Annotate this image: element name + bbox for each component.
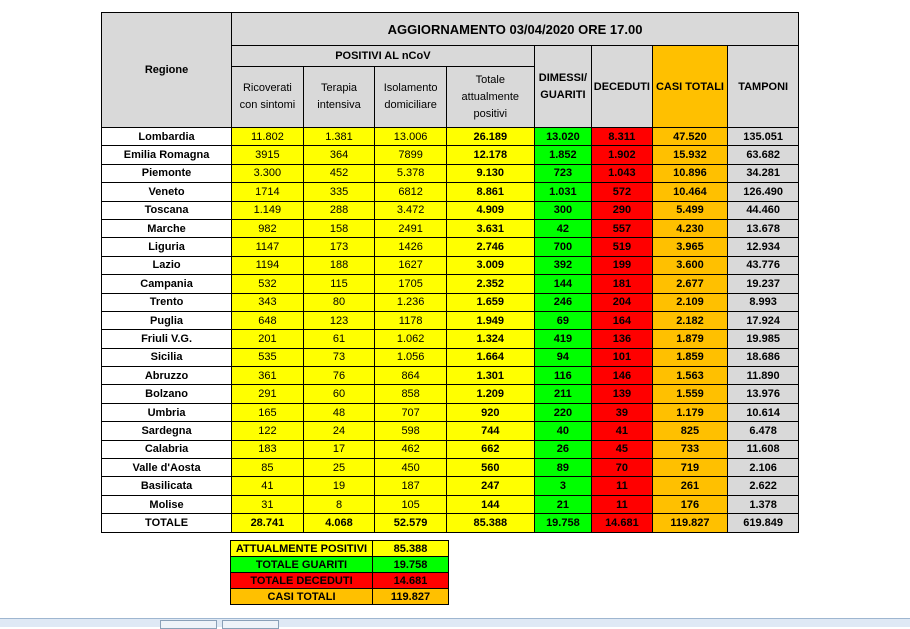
- table-row: [102, 219, 799, 237]
- dimessi-value: 42: [534, 219, 591, 237]
- totale-positivi-value: 3.631: [446, 219, 534, 237]
- casi-totali-value: 176: [652, 495, 728, 513]
- totale-positivi-value: 3.009: [446, 256, 534, 274]
- totale-positivi-value: 26.189: [446, 128, 534, 146]
- summary-row: [231, 573, 449, 589]
- deceduti-value: 11: [592, 477, 653, 495]
- ricoverati-value: 165: [232, 403, 304, 421]
- dimessi-value: 211: [534, 385, 591, 403]
- ricoverati-value: 1147: [232, 238, 304, 256]
- region-name: Veneto: [102, 183, 232, 201]
- tamponi-value: 126.490: [728, 183, 799, 201]
- summary-label: TOTALE DECEDUTI: [231, 573, 373, 589]
- tamponi-value: 18.686: [728, 348, 799, 366]
- casi-totali-value: 2.182: [652, 311, 728, 329]
- deceduti-value: 290: [592, 201, 653, 219]
- table-row: [102, 385, 799, 403]
- total-casi-totali-value: 119.827: [652, 514, 728, 533]
- ricoverati-value: 648: [232, 311, 304, 329]
- isolamento-value: 707: [375, 403, 447, 421]
- summary-row: [231, 557, 449, 573]
- casi-totali-value: 1.179: [652, 403, 728, 421]
- summary-row: [231, 541, 449, 557]
- ricoverati-value: 122: [232, 422, 304, 440]
- isolamento-value: 1426: [375, 238, 447, 256]
- totale-positivi-value: 1.324: [446, 330, 534, 348]
- total-terapia-value: 4.068: [303, 514, 375, 533]
- deceduti-value: 139: [592, 385, 653, 403]
- deceduti-value: 199: [592, 256, 653, 274]
- header-isolamento: Isolamento domiciliare: [375, 67, 447, 128]
- table-row: [102, 293, 799, 311]
- region-name: Emilia Romagna: [102, 146, 232, 164]
- isolamento-value: 462: [375, 440, 447, 458]
- tamponi-value: 43.776: [728, 256, 799, 274]
- tamponi-value: 34.281: [728, 164, 799, 182]
- region-name: Valle d'Aosta: [102, 459, 232, 477]
- region-name: Umbria: [102, 403, 232, 421]
- dimessi-value: 69: [534, 311, 591, 329]
- ricoverati-value: 3915: [232, 146, 304, 164]
- region-name: Toscana: [102, 201, 232, 219]
- total-deceduti-value: 14.681: [592, 514, 653, 533]
- table-row: [102, 183, 799, 201]
- tamponi-value: 44.460: [728, 201, 799, 219]
- casi-totali-value: 47.520: [652, 128, 728, 146]
- ricoverati-value: 31: [232, 495, 304, 513]
- terapia-value: 48: [303, 403, 375, 421]
- dimessi-value: 220: [534, 403, 591, 421]
- totale-positivi-value: 2.746: [446, 238, 534, 256]
- isolamento-value: 1178: [375, 311, 447, 329]
- tamponi-value: 11.608: [728, 440, 799, 458]
- deceduti-value: 39: [592, 403, 653, 421]
- summary-label: TOTALE GUARITI: [231, 557, 373, 573]
- deceduti-value: 519: [592, 238, 653, 256]
- total-totale-positivi-value: 85.388: [446, 514, 534, 533]
- header-dimessi: DIMESSI/ GUARITI: [534, 46, 591, 128]
- dimessi-value: 723: [534, 164, 591, 182]
- table-row: [102, 495, 799, 513]
- deceduti-value: 572: [592, 183, 653, 201]
- ricoverati-value: 361: [232, 367, 304, 385]
- totale-positivi-value: 1.301: [446, 367, 534, 385]
- dimessi-value: 1.031: [534, 183, 591, 201]
- dimessi-value: 40: [534, 422, 591, 440]
- isolamento-value: 6812: [375, 183, 447, 201]
- terapia-value: 452: [303, 164, 375, 182]
- casi-totali-value: 10.896: [652, 164, 728, 182]
- table-row: [102, 238, 799, 256]
- terapia-value: 60: [303, 385, 375, 403]
- terapia-value: 288: [303, 201, 375, 219]
- totale-positivi-value: 4.909: [446, 201, 534, 219]
- totale-positivi-value: 1.949: [446, 311, 534, 329]
- isolamento-value: 1.062: [375, 330, 447, 348]
- covid-regional-table: [101, 12, 799, 533]
- terapia-value: 123: [303, 311, 375, 329]
- total-region-name: TOTALE: [102, 514, 232, 533]
- deceduti-value: 557: [592, 219, 653, 237]
- header-ricoverati: Ricoverati con sintomi: [232, 67, 304, 128]
- deceduti-value: 204: [592, 293, 653, 311]
- terapia-value: 17: [303, 440, 375, 458]
- dimessi-value: 1.852: [534, 146, 591, 164]
- summary-label: ATTUALMENTE POSITIVI: [231, 541, 373, 557]
- dimessi-value: 94: [534, 348, 591, 366]
- tamponi-value: 17.924: [728, 311, 799, 329]
- casi-totali-value: 3.600: [652, 256, 728, 274]
- isolamento-value: 598: [375, 422, 447, 440]
- casi-totali-value: 261: [652, 477, 728, 495]
- dimessi-value: 116: [534, 367, 591, 385]
- region-name: Friuli V.G.: [102, 330, 232, 348]
- summary-label: CASI TOTALI: [231, 589, 373, 605]
- tamponi-value: 135.051: [728, 128, 799, 146]
- ricoverati-value: 1194: [232, 256, 304, 274]
- deceduti-value: 136: [592, 330, 653, 348]
- tamponi-value: 19.237: [728, 275, 799, 293]
- region-name: Calabria: [102, 440, 232, 458]
- dimessi-value: 144: [534, 275, 591, 293]
- casi-totali-value: 10.464: [652, 183, 728, 201]
- deceduti-value: 164: [592, 311, 653, 329]
- taskbar-button[interactable]: [160, 620, 217, 629]
- table-row: [102, 146, 799, 164]
- totale-positivi-value: 1.664: [446, 348, 534, 366]
- total-isolamento-value: 52.579: [375, 514, 447, 533]
- tamponi-value: 13.678: [728, 219, 799, 237]
- taskbar-button[interactable]: [222, 620, 279, 629]
- header-deceduti: DECEDUTI: [592, 46, 653, 128]
- deceduti-value: 146: [592, 367, 653, 385]
- dimessi-value: 419: [534, 330, 591, 348]
- terapia-value: 73: [303, 348, 375, 366]
- isolamento-value: 450: [375, 459, 447, 477]
- header-positivi-group: POSITIVI AL nCoV: [232, 46, 535, 67]
- totale-positivi-value: 2.352: [446, 275, 534, 293]
- casi-totali-value: 2.109: [652, 293, 728, 311]
- deceduti-value: 1.902: [592, 146, 653, 164]
- table-row: [102, 128, 799, 146]
- terapia-value: 61: [303, 330, 375, 348]
- summary-value: 85.388: [373, 541, 449, 557]
- region-name: Lombardia: [102, 128, 232, 146]
- deceduti-value: 11: [592, 495, 653, 513]
- total-dimessi-value: 19.758: [534, 514, 591, 533]
- isolamento-value: 1.236: [375, 293, 447, 311]
- tamponi-value: 63.682: [728, 146, 799, 164]
- header-tamponi: TAMPONI: [728, 46, 799, 128]
- deceduti-value: 45: [592, 440, 653, 458]
- tamponi-value: 19.985: [728, 330, 799, 348]
- region-name: Piemonte: [102, 164, 232, 182]
- tamponi-value: 12.934: [728, 238, 799, 256]
- table-row: [102, 440, 799, 458]
- ricoverati-value: 532: [232, 275, 304, 293]
- region-name: Sicilia: [102, 348, 232, 366]
- totale-positivi-value: 144: [446, 495, 534, 513]
- casi-totali-value: 15.932: [652, 146, 728, 164]
- terapia-value: 158: [303, 219, 375, 237]
- table-row: [102, 348, 799, 366]
- tamponi-value: 8.993: [728, 293, 799, 311]
- casi-totali-value: 825: [652, 422, 728, 440]
- totale-positivi-value: 9.130: [446, 164, 534, 182]
- isolamento-value: 13.006: [375, 128, 447, 146]
- page-title: AGGIORNAMENTO 03/04/2020 ORE 17.00: [232, 13, 799, 46]
- isolamento-value: 7899: [375, 146, 447, 164]
- total-ricoverati-value: 28.741: [232, 514, 304, 533]
- casi-totali-value: 4.230: [652, 219, 728, 237]
- table-row: [102, 201, 799, 219]
- table-row: [102, 256, 799, 274]
- ricoverati-value: 11.802: [232, 128, 304, 146]
- casi-totali-value: 3.965: [652, 238, 728, 256]
- isolamento-value: 1.056: [375, 348, 447, 366]
- header-regione: Regione: [102, 13, 232, 128]
- ricoverati-value: 535: [232, 348, 304, 366]
- terapia-value: 1.381: [303, 128, 375, 146]
- region-name: Puglia: [102, 311, 232, 329]
- totale-positivi-value: 247: [446, 477, 534, 495]
- header-totale-positivi: Totale attualmente positivi: [446, 67, 534, 128]
- tamponi-value: 2.622: [728, 477, 799, 495]
- terapia-value: 364: [303, 146, 375, 164]
- dimessi-value: 392: [534, 256, 591, 274]
- terapia-value: 173: [303, 238, 375, 256]
- isolamento-value: 858: [375, 385, 447, 403]
- deceduti-value: 101: [592, 348, 653, 366]
- casi-totali-value: 1.879: [652, 330, 728, 348]
- ricoverati-value: 183: [232, 440, 304, 458]
- dimessi-value: 246: [534, 293, 591, 311]
- table-row: [102, 403, 799, 421]
- terapia-value: 115: [303, 275, 375, 293]
- summary-row: [231, 589, 449, 605]
- totale-positivi-value: 1.659: [446, 293, 534, 311]
- ricoverati-value: 41: [232, 477, 304, 495]
- isolamento-value: 3.472: [375, 201, 447, 219]
- table-row: [102, 459, 799, 477]
- casi-totali-value: 1.563: [652, 367, 728, 385]
- isolamento-value: 5.378: [375, 164, 447, 182]
- table-row: [102, 275, 799, 293]
- ricoverati-value: 291: [232, 385, 304, 403]
- ricoverati-value: 3.300: [232, 164, 304, 182]
- tamponi-value: 1.378: [728, 495, 799, 513]
- dimessi-value: 3: [534, 477, 591, 495]
- summary-table: [230, 540, 449, 605]
- table-row: [102, 477, 799, 495]
- casi-totali-value: 2.677: [652, 275, 728, 293]
- totale-positivi-value: 744: [446, 422, 534, 440]
- tamponi-value: 11.890: [728, 367, 799, 385]
- terapia-value: 335: [303, 183, 375, 201]
- region-name: Basilicata: [102, 477, 232, 495]
- casi-totali-value: 719: [652, 459, 728, 477]
- region-name: Molise: [102, 495, 232, 513]
- terapia-value: 76: [303, 367, 375, 385]
- ricoverati-value: 343: [232, 293, 304, 311]
- table-row: [102, 164, 799, 182]
- totale-positivi-value: 560: [446, 459, 534, 477]
- casi-totali-value: 5.499: [652, 201, 728, 219]
- casi-totali-value: 733: [652, 440, 728, 458]
- table-row: [102, 422, 799, 440]
- dimessi-value: 13.020: [534, 128, 591, 146]
- region-name: Marche: [102, 219, 232, 237]
- dimessi-value: 26: [534, 440, 591, 458]
- terapia-value: 24: [303, 422, 375, 440]
- summary-value: 119.827: [373, 589, 449, 605]
- totale-positivi-value: 12.178: [446, 146, 534, 164]
- terapia-value: 8: [303, 495, 375, 513]
- terapia-value: 25: [303, 459, 375, 477]
- header-casi-totali: CASI TOTALI: [652, 46, 728, 128]
- totale-positivi-value: 662: [446, 440, 534, 458]
- terapia-value: 80: [303, 293, 375, 311]
- summary-value: 19.758: [373, 557, 449, 573]
- region-name: Trento: [102, 293, 232, 311]
- totals-row: [102, 514, 799, 533]
- tamponi-value: 2.106: [728, 459, 799, 477]
- isolamento-value: 1705: [375, 275, 447, 293]
- dimessi-value: 89: [534, 459, 591, 477]
- terapia-value: 19: [303, 477, 375, 495]
- dimessi-value: 700: [534, 238, 591, 256]
- ricoverati-value: 982: [232, 219, 304, 237]
- deceduti-value: 8.311: [592, 128, 653, 146]
- casi-totali-value: 1.559: [652, 385, 728, 403]
- isolamento-value: 1627: [375, 256, 447, 274]
- ricoverati-value: 1.149: [232, 201, 304, 219]
- region-name: Sardegna: [102, 422, 232, 440]
- deceduti-value: 70: [592, 459, 653, 477]
- table-row: [102, 311, 799, 329]
- table-row: [102, 330, 799, 348]
- isolamento-value: 187: [375, 477, 447, 495]
- ricoverati-value: 201: [232, 330, 304, 348]
- tamponi-value: 13.976: [728, 385, 799, 403]
- casi-totali-value: 1.859: [652, 348, 728, 366]
- tamponi-value: 10.614: [728, 403, 799, 421]
- deceduti-value: 1.043: [592, 164, 653, 182]
- ricoverati-value: 85: [232, 459, 304, 477]
- dimessi-value: 300: [534, 201, 591, 219]
- region-name: Abruzzo: [102, 367, 232, 385]
- isolamento-value: 2491: [375, 219, 447, 237]
- total-tamponi-value: 619.849: [728, 514, 799, 533]
- summary-value: 14.681: [373, 573, 449, 589]
- deceduti-value: 41: [592, 422, 653, 440]
- tamponi-value: 6.478: [728, 422, 799, 440]
- region-name: Liguria: [102, 238, 232, 256]
- region-name: Bolzano: [102, 385, 232, 403]
- isolamento-value: 864: [375, 367, 447, 385]
- region-name: Lazio: [102, 256, 232, 274]
- dimessi-value: 21: [534, 495, 591, 513]
- region-name: Campania: [102, 275, 232, 293]
- terapia-value: 188: [303, 256, 375, 274]
- ricoverati-value: 1714: [232, 183, 304, 201]
- totale-positivi-value: 1.209: [446, 385, 534, 403]
- table-row: [102, 367, 799, 385]
- totale-positivi-value: 8.861: [446, 183, 534, 201]
- deceduti-value: 181: [592, 275, 653, 293]
- header-terapia: Terapia intensiva: [303, 67, 375, 128]
- totale-positivi-value: 920: [446, 403, 534, 421]
- isolamento-value: 105: [375, 495, 447, 513]
